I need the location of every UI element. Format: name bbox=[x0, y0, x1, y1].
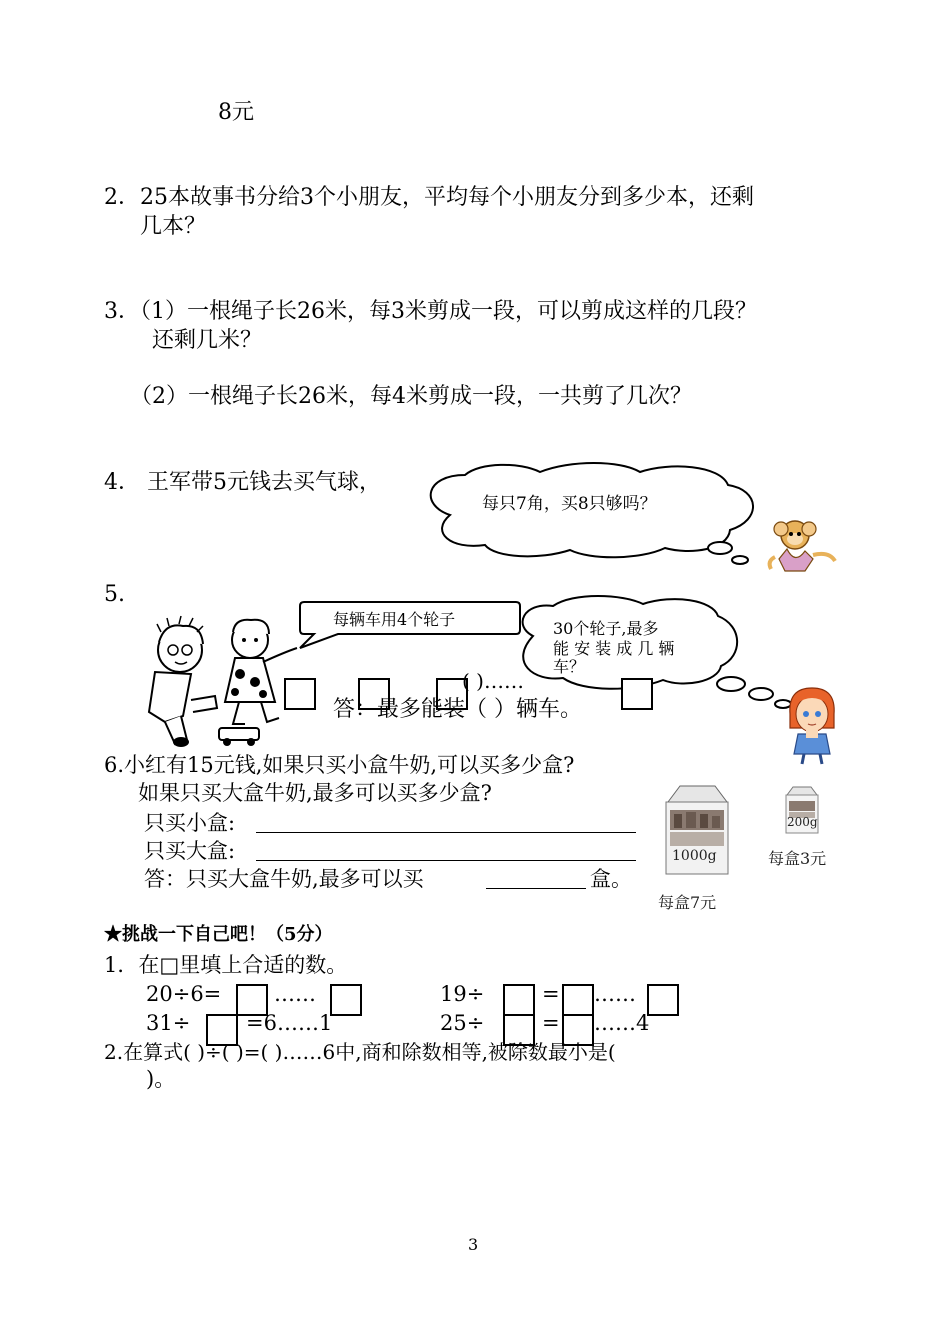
q5-partial-text: ( )…… bbox=[462, 669, 524, 693]
page-number: 3 bbox=[468, 1235, 479, 1254]
eq1-box-2[interactable] bbox=[330, 984, 362, 1016]
q6-line2: 如果只买大盒牛奶,最多可以买多少盒? bbox=[138, 781, 492, 805]
q5-bubble-right-line3: 车？ bbox=[553, 657, 586, 676]
eq1-dots: …… bbox=[274, 982, 316, 1006]
q3-line3: （2）一根绳子长26米，每4米剪成一段，一共剪了几次？ bbox=[130, 384, 692, 409]
q5-answer: 答：最多能装（ ）辆车。 bbox=[333, 697, 582, 722]
q4-bubble-text: 每只7角，买8只够吗？ bbox=[482, 494, 657, 514]
eq4-right: ……4 bbox=[594, 1011, 650, 1035]
q5-bubble-left-text: 每辆车用4个轮子 bbox=[333, 610, 456, 629]
q3-line2: 还剩几米？ bbox=[152, 328, 263, 353]
q3-line1: 3．（1）一根绳子长26米，每3米剪成一段，可以剪成这样的几段？ bbox=[104, 299, 757, 324]
q6-big-box-label: 只买大盒: bbox=[144, 839, 236, 863]
eq2-box-3[interactable] bbox=[647, 984, 679, 1016]
q5-answer-box-1[interactable] bbox=[284, 678, 316, 710]
monkey-icon bbox=[765, 515, 840, 573]
q5-number: 5. bbox=[104, 582, 125, 607]
eq2-dots: …… bbox=[594, 982, 636, 1006]
q6-small-box-label: 只买小盒: bbox=[144, 811, 236, 835]
q5-answer-box-4[interactable] bbox=[621, 678, 653, 710]
large-carton-weight: 1000g bbox=[672, 848, 717, 864]
q2-line1: 2．25本故事书分给3个小朋友，平均每个小朋友分到多少本，还剩 bbox=[104, 185, 754, 210]
eq2-box-2[interactable] bbox=[562, 984, 594, 1016]
q6-answer-blank[interactable] bbox=[486, 888, 586, 889]
challenge-title: ★挑战一下自己吧！（5分） bbox=[104, 924, 333, 945]
red-haired-girl-icon bbox=[782, 684, 842, 766]
q5-bubble-right-line2: 能 安 装 成 几 辆 bbox=[553, 639, 675, 658]
q5-bubble-right-line1: 30个轮子,最多 bbox=[553, 619, 659, 638]
challenge-q2-line1: 2.在算式( )÷( )=( )……6中,商和除数相等,被除数最小是( bbox=[104, 1040, 616, 1064]
q6-big-box-answer-line[interactable] bbox=[256, 860, 636, 861]
eq3-right: =6……1 bbox=[246, 1011, 333, 1035]
eq3-left: 31÷ bbox=[146, 1011, 191, 1035]
q6-answer-suffix: 盒。 bbox=[590, 867, 632, 891]
price-line: 8元 bbox=[218, 100, 254, 125]
eq4-left: 25÷ bbox=[440, 1011, 485, 1035]
challenge-q1: 1．在□里填上合适的数。 bbox=[104, 953, 348, 977]
eq1-left: 20÷6= bbox=[146, 982, 222, 1006]
q4-thought-bubble bbox=[410, 460, 780, 570]
eq2-equals: = bbox=[542, 982, 560, 1006]
eq2-left: 19÷ bbox=[440, 982, 485, 1006]
q6-answer-prefix: 答：只买大盒牛奶,最多可以买 bbox=[144, 867, 424, 891]
small-carton-weight: 200g bbox=[787, 815, 818, 829]
q2-line2: 几本？ bbox=[140, 214, 207, 239]
large-carton-price: 每盒7元 bbox=[658, 893, 717, 912]
challenge-q2-line2: )。 bbox=[146, 1067, 176, 1091]
q4-text: 4． 王军带5元钱去买气球， bbox=[104, 470, 381, 495]
q6-small-box-answer-line[interactable] bbox=[256, 832, 636, 833]
q6-line1: 6.小红有15元钱,如果只买小盒牛奶,可以买多少盒? bbox=[104, 753, 575, 777]
children-illustration bbox=[135, 612, 305, 752]
eq2-box-1[interactable] bbox=[503, 984, 535, 1016]
eq4-equals: = bbox=[542, 1011, 560, 1035]
small-carton-price: 每盒3元 bbox=[768, 849, 827, 868]
